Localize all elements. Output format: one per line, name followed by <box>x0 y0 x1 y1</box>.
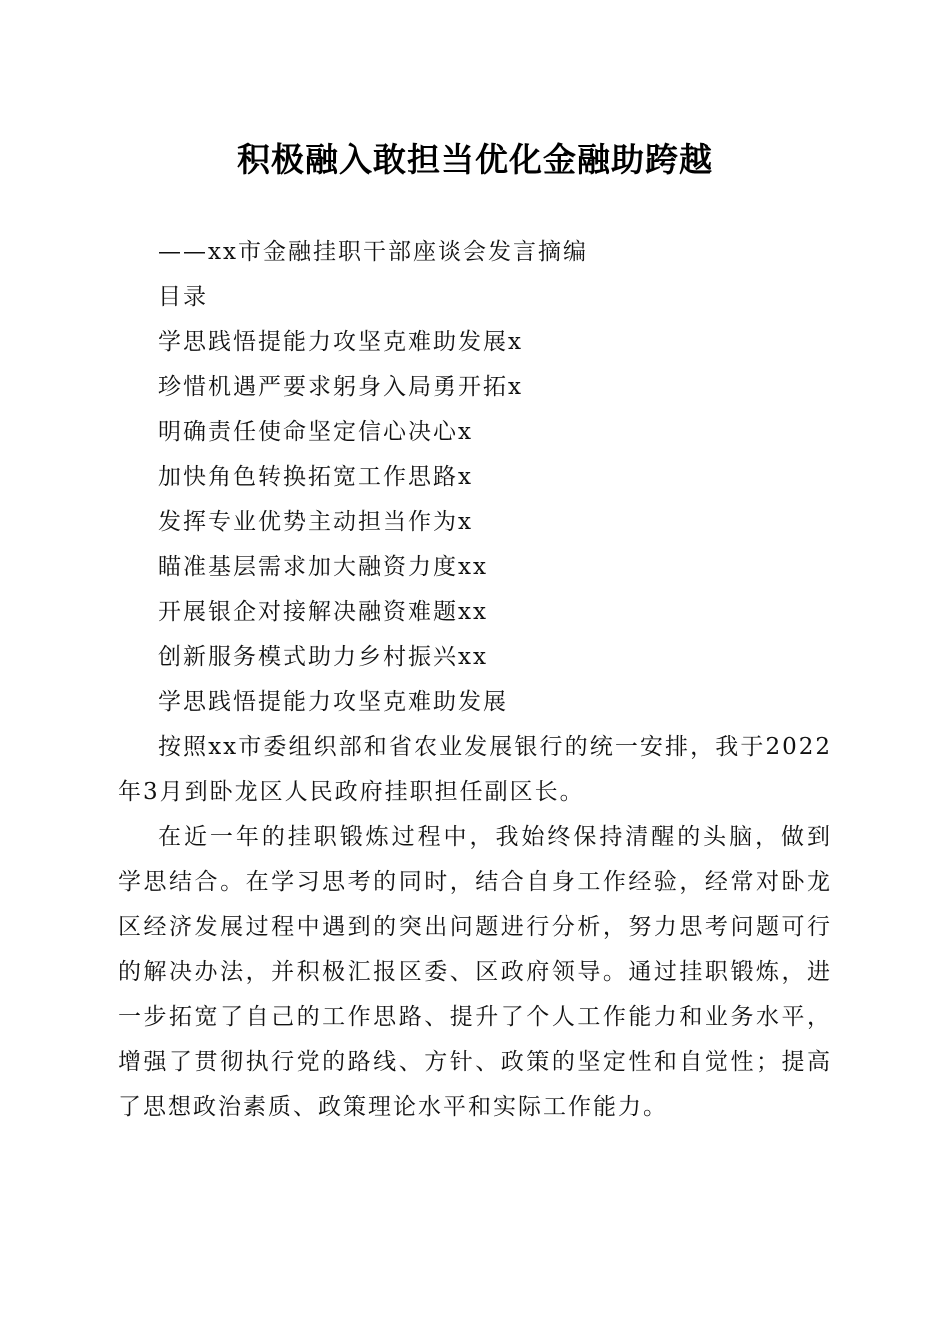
toc-item: 发挥专业优势主动担当作为x <box>158 509 473 535</box>
toc-item: 创新服务模式助力乡村振兴xx <box>158 644 488 670</box>
document-title: 积极融入敢担当优化金融助跨越 <box>237 140 713 179</box>
body-paragraph: 在近一年的挂职锻炼过程中，我始终保持清醒的头脑，做到学思结合。在学习思考的同时，结合自身工作经验，经常对卧龙区经济发展过程中遇到的突出问题进行分析，努力思考问题可行的解决办法，并积极汇报区委、区政府领导。通过挂职锻炼，进一步拓宽了自己的工作思路、提升了个人工作能力和业务水平，增强了贯彻执行党的路线、方针、政策的坚定性和自觉性；提高了思想政治素质、政策理论水平和实际工作能力。 <box>118 824 832 1120</box>
toc-item: 瞄准基层需求加大融资力度xx <box>158 554 488 580</box>
toc-item: 珍惜机遇严要求躬身入局勇开拓x <box>158 374 523 400</box>
toc-heading: 目录 <box>158 284 208 310</box>
document-subtitle: ——xx市金融挂职干部座谈会发言摘编 <box>158 239 588 265</box>
toc-item: 学思践悟提能力攻坚克难助发展x <box>158 329 523 355</box>
section-heading: 学思践悟提能力攻坚克难助发展 <box>158 689 508 715</box>
toc-item: 明确责任使命坚定信心决心x <box>158 419 473 445</box>
body-paragraph: 按照xx市委组织部和省农业发展银行的统一安排，我于2022年3月到卧龙区人民政府挂职担任副区长。 <box>118 734 832 805</box>
toc-item: 加快角色转换拓宽工作思路x <box>158 464 473 490</box>
toc-item: 开展银企对接解决融资难题xx <box>158 599 488 625</box>
document-body <box>118 230 832 1130</box>
